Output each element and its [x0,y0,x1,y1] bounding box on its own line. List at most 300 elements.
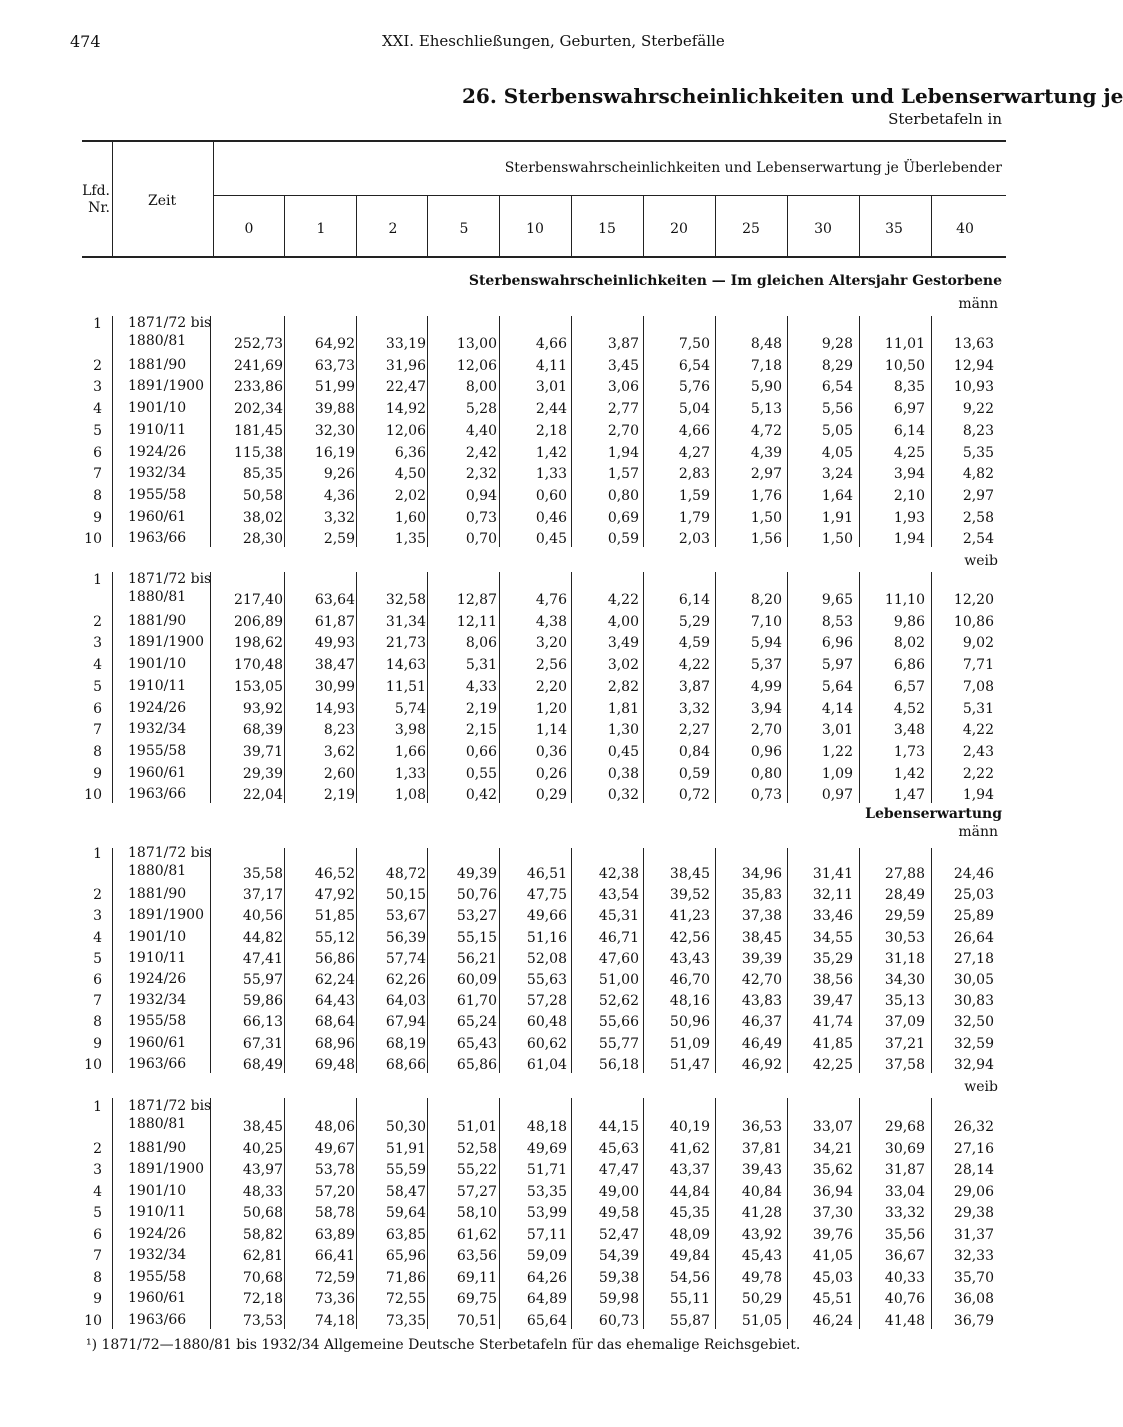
section-col-divider [112,572,113,803]
cell-age-40: 2,43 [962,743,994,760]
cell-age-1: 47,92 [314,887,355,904]
cell-age-15: 4,22 [607,592,639,608]
cell-age-40: 32,50 [953,1014,994,1031]
cell-age-1: 30,99 [314,678,355,695]
cell-age-30: 46,24 [812,1312,853,1329]
row-period [128,766,186,781]
row-number: 4 [93,401,102,418]
cell-age-20: 42,56 [669,929,710,946]
row-period [128,930,186,945]
cell-age-15: 49,00 [598,1183,639,1200]
cell-age-2: 33,19 [385,336,426,352]
cell-age-2: 1,66 [394,743,426,760]
period-line: 1955/58 [128,1013,187,1030]
cell-age-2: 48,72 [385,866,426,882]
row-period [128,614,186,629]
cell-age-35: 8,02 [893,635,925,652]
cell-age-30: 33,46 [812,908,853,925]
cell-age-35: 8,35 [893,379,925,396]
cell-age-30: 4,14 [821,700,853,717]
header-col-divider [284,196,285,256]
cell-age-1: 51,99 [314,379,355,396]
cell-age-2: 5,74 [394,700,426,717]
period-line: 1881/90 [128,612,187,629]
cell-age-10: 0,60 [535,487,567,504]
cell-age-20: 4,59 [678,635,710,652]
row-number: 10 [84,787,102,804]
cell-age-20: 46,70 [669,972,710,988]
cell-age-25: 5,90 [750,379,782,396]
cell-age-1: 73,36 [314,1291,355,1307]
period-line: 1910/11 [128,949,187,966]
cell-age-15: 42,38 [598,866,639,882]
cell-age-15: 47,47 [598,1162,639,1178]
cell-age-20: 6,54 [678,357,710,374]
period-line: 1891/1900 [128,378,204,395]
row-period [128,1270,186,1285]
row-period [128,1248,186,1263]
cell-age-20: 51,47 [669,1056,710,1073]
cell-age-5: 58,10 [456,1205,497,1221]
cell-age-35: 29,59 [884,908,925,925]
cell-age-5: 0,94 [465,487,497,504]
cell-age-40: 2,54 [962,531,994,548]
cell-age-5: 61,62 [456,1226,497,1243]
cell-age-10: 65,64 [526,1312,567,1329]
cell-age-30: 1,09 [821,765,853,782]
section-col-divider [427,316,428,547]
cell-age-5: 63,56 [456,1248,497,1264]
cell-age-0: 35,58 [242,866,283,882]
cell-age-0: 73,53 [242,1312,283,1329]
cell-age-1: 48,06 [314,1119,355,1135]
header-col-divider [643,196,644,256]
period-line: 1901/10 [128,656,187,673]
cell-age-10: 0,29 [535,787,567,804]
cell-age-15: 59,98 [598,1291,639,1307]
cell-age-10: 0,46 [535,509,567,526]
row-period [128,679,186,694]
section-col-divider [356,848,357,1073]
header-col-divider [571,196,572,256]
cell-age-15: 46,71 [598,929,639,946]
row-number: 2 [93,1140,102,1157]
cell-age-40: 32,59 [953,1035,994,1052]
cell-age-10: 51,16 [526,929,567,946]
cell-age-2: 31,34 [385,613,426,630]
period-line: 1910/11 [128,421,187,438]
cell-age-30: 35,29 [812,950,853,967]
row-number: 7 [93,993,102,1010]
header-zeit: Zeit [148,193,177,209]
header-col-divider [715,196,716,256]
cell-age-35: 41,48 [884,1312,925,1329]
cell-age-2: 14,92 [385,401,426,418]
cell-age-20: 4,27 [678,444,710,461]
period-line: 1932/34 [128,721,187,738]
row-number: 5 [93,950,102,967]
header-col-divider [427,196,428,256]
period-line: 1871/72 bis [128,571,212,587]
cell-age-15: 60,73 [598,1312,639,1329]
section-col-divider [356,316,357,547]
cell-age-0: 68,49 [242,1056,283,1073]
cell-age-0: 55,97 [242,972,283,988]
cell-age-1: 69,48 [314,1056,355,1073]
cell-age-5: 2,42 [465,444,497,461]
cell-age-40: 7,71 [962,657,994,674]
cell-age-10: 1,42 [535,444,567,461]
cell-age-2: 21,73 [385,635,426,652]
cell-age-20: 0,72 [678,787,710,804]
cell-age-5: 56,21 [456,950,497,967]
section-col-divider [571,1098,572,1329]
section-col-divider [571,316,572,547]
cell-age-40: 27,18 [953,950,994,967]
cell-age-30: 1,50 [821,531,853,548]
cell-age-2: 3,98 [394,722,426,739]
cell-age-35: 33,04 [884,1183,925,1200]
cell-age-2: 57,74 [385,950,426,967]
period-line: 1881/90 [128,356,187,373]
row-number: 4 [93,1183,102,1200]
cell-age-25: 4,99 [750,678,782,695]
row-number: 7 [93,722,102,739]
sex-label: weib [964,1079,998,1095]
cell-age-0: 153,05 [234,678,283,695]
cell-age-0: 22,04 [242,787,283,804]
cell-age-0: 72,18 [242,1291,283,1307]
cell-age-10: 49,66 [526,908,567,925]
cell-age-2: 71,86 [385,1269,426,1286]
cell-age-0: 59,86 [242,993,283,1010]
cell-age-1: 57,20 [314,1183,355,1200]
cell-age-10: 1,33 [535,466,567,483]
row-number: 8 [93,487,102,504]
cell-age-30: 6,96 [821,635,853,652]
cell-age-35: 30,69 [884,1140,925,1157]
row-period [128,1141,186,1156]
cell-age-10: 49,69 [526,1140,567,1157]
row-period [128,951,186,966]
cell-age-10: 51,71 [526,1162,567,1178]
cell-age-1: 46,52 [314,866,355,882]
section-col-divider [715,848,716,1073]
cell-age-0: 68,39 [242,722,283,739]
cell-age-1: 9,26 [323,466,355,483]
cell-age-5: 2,32 [465,466,497,483]
cell-age-2: 65,96 [385,1248,426,1264]
cell-age-40: 9,22 [962,401,994,418]
cell-age-1: 4,36 [323,487,355,504]
section-col-divider [284,848,285,1073]
section-col-divider [715,1098,716,1329]
section-col-divider [112,848,113,1073]
sex-label: männ [958,824,998,840]
row-period [128,379,204,394]
cell-age-35: 33,32 [884,1205,925,1221]
cell-age-5: 4,33 [465,678,497,695]
row-number: 9 [93,1035,102,1052]
cell-age-25: 40,84 [741,1183,782,1200]
cell-age-10: 1,14 [535,722,567,739]
cell-age-35: 1,47 [893,787,925,804]
cell-age-10: 1,20 [535,700,567,717]
cell-age-40: 2,22 [962,765,994,782]
cell-age-20: 44,84 [669,1183,710,1200]
cell-age-35: 34,30 [884,972,925,988]
row-number: 6 [93,444,102,461]
cell-age-0: 28,30 [242,531,283,548]
cell-age-1: 8,23 [323,722,355,739]
period-line: 1910/11 [128,1204,187,1220]
cell-age-10: 64,89 [526,1291,567,1307]
header-lfd-nr: Lfd. Nr. [82,183,110,216]
cell-age-5: 8,06 [465,635,497,652]
cell-age-15: 1,30 [607,722,639,739]
cell-age-25: 1,56 [750,531,782,548]
cell-age-5: 5,28 [465,401,497,418]
cell-age-40: 29,38 [953,1205,994,1221]
cell-age-25: 45,43 [741,1248,782,1264]
cell-age-35: 10,50 [884,357,925,374]
cell-age-10: 2,44 [535,401,567,418]
cell-age-1: 49,93 [314,635,355,652]
row-period [128,846,211,879]
period-line: 1932/34 [128,992,187,1009]
section-col-divider [643,316,644,547]
header-divider-nr [112,140,113,256]
cell-age-20: 3,87 [678,678,710,695]
cell-age-5: 50,76 [456,887,497,904]
cell-age-10: 4,76 [535,592,567,608]
cell-age-2: 32,58 [385,592,426,608]
cell-age-30: 41,74 [812,1014,853,1031]
section-col-divider [859,1098,860,1329]
cell-age-15: 0,59 [607,531,639,548]
cell-age-15: 1,81 [607,700,639,717]
cell-age-20: 50,96 [669,1014,710,1031]
cell-age-5: 12,06 [456,357,497,374]
cell-age-10: 47,75 [526,887,567,904]
section-col-divider [715,316,716,547]
cell-age-0: 44,82 [242,929,283,946]
row-period [128,445,186,460]
cell-age-5: 2,19 [465,700,497,717]
row-period [128,358,186,373]
cell-age-40: 27,16 [953,1140,994,1157]
cell-age-0: 93,92 [242,700,283,717]
period-line: 1924/26 [128,1225,187,1242]
footnote: ¹) 1871/72—1880/81 bis 1932/34 Allgemeine Deutsche Sterbetafeln für das ehemalige Reichsgebiet. [86,1337,801,1353]
cell-age-5: 0,55 [465,765,497,782]
cell-age-25: 1,76 [750,487,782,504]
row-period [128,908,204,923]
period-line: 1963/66 [128,1311,187,1328]
header-col-divider [931,196,932,256]
cell-age-1: 74,18 [314,1312,355,1329]
cell-age-0: 40,56 [242,908,283,925]
row-period [128,1227,186,1242]
cell-age-35: 36,67 [884,1248,925,1264]
cell-age-5: 49,39 [456,866,497,882]
section-col-divider [427,572,428,803]
period-line: 1960/61 [128,1290,187,1306]
cell-age-2: 1,33 [394,765,426,782]
period-line: 1960/61 [128,764,187,781]
cell-age-40: 5,31 [962,700,994,717]
cell-age-10: 53,35 [526,1183,567,1200]
row-period [128,316,211,349]
period-line: 1891/1900 [128,1161,204,1177]
cell-age-2: 68,19 [385,1035,426,1052]
row-number: 4 [93,929,102,946]
cell-age-10: 61,04 [526,1056,567,1073]
cell-age-30: 1,91 [821,509,853,526]
cell-age-10: 4,66 [535,336,567,352]
age-header-5: 5 [459,221,469,237]
cell-age-0: 206,89 [234,613,283,630]
cell-age-20: 5,29 [678,613,710,630]
section-col-divider [427,1098,428,1329]
cell-age-25: 2,70 [750,722,782,739]
sex-label: männ [958,296,998,312]
cell-age-5: 69,75 [456,1291,497,1307]
section-col-divider [210,1098,211,1329]
cell-age-5: 13,00 [456,336,497,352]
cell-age-20: 39,52 [669,887,710,904]
cell-age-10: 57,28 [526,993,567,1010]
cell-age-20: 0,84 [678,743,710,760]
cell-age-0: 38,45 [242,1119,283,1135]
cell-age-1: 56,86 [314,950,355,967]
cell-age-40: 29,06 [953,1183,994,1200]
header-col-divider [859,196,860,256]
cell-age-1: 2,60 [323,765,355,782]
age-header-25: 25 [742,221,760,237]
cell-age-15: 0,45 [607,743,639,760]
cell-age-25: 43,83 [741,993,782,1010]
cell-age-35: 6,97 [893,401,925,418]
cell-age-2: 68,66 [385,1056,426,1073]
cell-age-10: 0,26 [535,765,567,782]
cell-age-0: 241,69 [234,357,283,374]
cell-age-40: 36,79 [953,1312,994,1329]
cell-age-30: 42,25 [812,1056,853,1073]
row-period [128,887,186,902]
cell-age-25: 5,13 [750,401,782,418]
period-line: 1963/66 [128,1055,187,1072]
cell-age-35: 37,21 [884,1035,925,1052]
cell-age-25: 46,49 [741,1035,782,1052]
cell-age-35: 6,86 [893,657,925,674]
cell-age-1: 38,47 [314,657,355,674]
cell-age-25: 3,94 [750,700,782,717]
row-number: 1 [93,572,102,588]
cell-age-25: 2,97 [750,466,782,483]
cell-age-15: 0,69 [607,509,639,526]
cell-age-30: 36,94 [812,1183,853,1200]
cell-age-1: 14,93 [314,700,355,717]
cell-age-2: 62,26 [385,972,426,988]
cell-age-20: 2,03 [678,531,710,548]
cell-age-30: 45,03 [812,1269,853,1286]
cell-age-0: 217,40 [234,592,283,608]
cell-age-5: 65,24 [456,1014,497,1031]
section-col-divider [859,572,860,803]
cell-age-15: 3,06 [607,379,639,396]
section-col-divider [787,1098,788,1329]
cell-age-40: 7,08 [962,678,994,695]
row-number: 7 [93,1248,102,1264]
section-col-divider [499,1098,500,1329]
cell-age-25: 1,50 [750,509,782,526]
cell-age-25: 41,28 [741,1205,782,1221]
cell-age-40: 8,23 [962,422,994,439]
cell-age-15: 3,49 [607,635,639,652]
cell-age-35: 3,48 [893,722,925,739]
cell-age-30: 31,41 [812,866,853,882]
cell-age-15: 0,32 [607,787,639,804]
cell-age-25: 4,72 [750,422,782,439]
cell-age-35: 6,14 [893,422,925,439]
header-top-rule [82,140,1006,142]
cell-age-25: 49,78 [741,1269,782,1286]
cell-age-0: 38,02 [242,509,283,526]
cell-age-0: 50,68 [242,1205,283,1221]
cell-age-35: 4,52 [893,700,925,717]
cell-age-20: 4,22 [678,657,710,674]
cell-age-15: 0,38 [607,765,639,782]
cell-age-35: 2,10 [893,487,925,504]
section-col-divider [571,848,572,1073]
cell-age-20: 40,19 [669,1119,710,1135]
cell-age-35: 37,09 [884,1014,925,1031]
cell-age-2: 2,02 [394,487,426,504]
cell-age-40: 10,86 [953,613,994,630]
cell-age-40: 4,82 [962,466,994,483]
cell-age-15: 1,57 [607,466,639,483]
cell-age-2: 63,85 [385,1226,426,1243]
cell-age-1: 68,96 [314,1035,355,1052]
cell-age-20: 38,45 [669,866,710,882]
header-divider-zeit [213,140,214,256]
cell-age-2: 12,06 [385,422,426,439]
cell-age-15: 3,02 [607,657,639,674]
cell-age-15: 44,15 [598,1119,639,1135]
cell-age-2: 4,50 [394,466,426,483]
cell-age-0: 58,82 [242,1226,283,1243]
cell-age-40: 26,64 [953,929,994,946]
row-period [128,1184,186,1199]
section-col-divider [210,316,211,547]
header-col-divider [499,196,500,256]
cell-age-2: 1,60 [394,509,426,526]
cell-age-1: 3,32 [323,509,355,526]
period-line: 1871/72 bis [128,845,212,861]
row-period [128,635,204,650]
cell-age-15: 51,00 [598,972,639,988]
cell-age-15: 1,94 [607,444,639,461]
cell-age-1: 66,41 [314,1248,355,1264]
cell-age-2: 67,94 [385,1014,426,1031]
cell-age-15: 55,77 [598,1035,639,1052]
period-line: 1924/26 [128,699,187,716]
cell-age-10: 4,11 [535,357,567,374]
cell-age-0: 85,35 [242,466,283,483]
row-number: 5 [93,1205,102,1221]
cell-age-10: 48,18 [526,1119,567,1135]
